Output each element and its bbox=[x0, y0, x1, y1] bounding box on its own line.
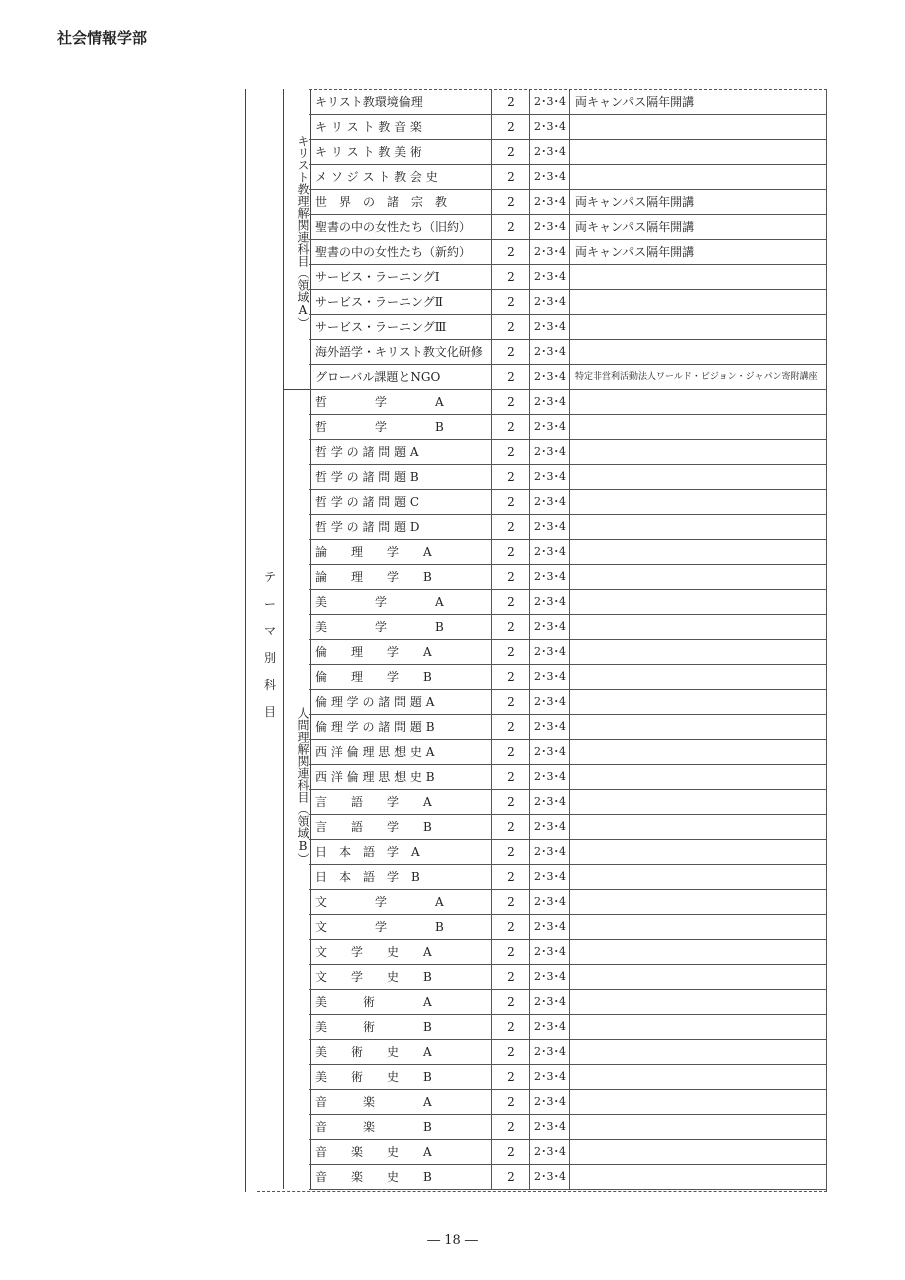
course-year: 2･3･4 bbox=[529, 140, 570, 164]
course-credits: 2 bbox=[491, 490, 530, 514]
course-credits: 2 bbox=[491, 915, 530, 939]
course-name: 音 楽 史 B bbox=[315, 1170, 432, 1184]
course-name: 哲 学 A bbox=[315, 395, 444, 409]
course-note bbox=[569, 865, 827, 889]
table-row bbox=[309, 1040, 827, 1065]
theme-label-char: 科 bbox=[263, 678, 276, 692]
course-year: 2･3･4 bbox=[529, 115, 570, 139]
course-name: 西 洋 倫 理 思 想 史 A bbox=[315, 745, 435, 759]
course-name: 論 理 学 A bbox=[315, 545, 432, 559]
table-row bbox=[309, 590, 827, 615]
course-credits: 2 bbox=[491, 340, 530, 364]
course-year: 2･3･4 bbox=[529, 765, 570, 789]
group-b-cell bbox=[283, 389, 311, 1189]
course-name: 哲 学 の 諸 問 題 A bbox=[315, 445, 419, 459]
course-credits: 2 bbox=[491, 640, 530, 664]
course-year: 2･3･4 bbox=[529, 865, 570, 889]
table-row bbox=[309, 365, 827, 390]
course-credits: 2 bbox=[491, 240, 530, 264]
course-credits: 2 bbox=[491, 740, 530, 764]
course-note bbox=[569, 1040, 827, 1064]
course-name: 美 学 B bbox=[315, 620, 444, 634]
course-year: 2･3･4 bbox=[529, 540, 570, 564]
course-credits: 2 bbox=[491, 315, 530, 339]
course-note bbox=[569, 890, 827, 914]
course-year: 2･3･4 bbox=[529, 515, 570, 539]
course-credits: 2 bbox=[491, 565, 530, 589]
course-note bbox=[569, 765, 827, 789]
table-row bbox=[309, 640, 827, 665]
course-credits: 2 bbox=[491, 390, 530, 414]
course-credits: 2 bbox=[491, 765, 530, 789]
course-year: 2･3･4 bbox=[529, 1040, 570, 1064]
course-credits: 2 bbox=[491, 1165, 530, 1189]
margin-rule bbox=[245, 89, 246, 1192]
course-note bbox=[569, 615, 827, 639]
table-row bbox=[309, 1065, 827, 1090]
course-name: 美 術 B bbox=[315, 1020, 432, 1034]
course-name: サービス・ラーニングⅡ bbox=[315, 295, 443, 309]
course-credits: 2 bbox=[491, 1140, 530, 1164]
course-note bbox=[569, 590, 827, 614]
course-name: 倫 理 学 A bbox=[315, 645, 432, 659]
course-note bbox=[569, 1065, 827, 1089]
course-year: 2･3･4 bbox=[529, 315, 570, 339]
course-name: 哲 学 の 諸 問 題 D bbox=[315, 520, 420, 534]
course-name: グローバル課題とNGO bbox=[315, 370, 441, 384]
course-note bbox=[569, 540, 827, 564]
table-row bbox=[309, 990, 827, 1015]
table-row bbox=[309, 790, 827, 815]
table-row bbox=[309, 315, 827, 340]
course-note bbox=[569, 440, 827, 464]
course-credits: 2 bbox=[491, 140, 530, 164]
theme-column bbox=[257, 89, 283, 1192]
table-row bbox=[309, 540, 827, 565]
course-name: サービス・ラーニングⅢ bbox=[315, 320, 447, 334]
course-note bbox=[569, 640, 827, 664]
course-name: キ リ ス ト 教 美 術 bbox=[315, 145, 422, 159]
table-row bbox=[309, 1090, 827, 1115]
course-credits: 2 bbox=[491, 1115, 530, 1139]
course-year: 2･3･4 bbox=[529, 1115, 570, 1139]
course-name: 音 楽 史 A bbox=[315, 1145, 432, 1159]
course-note: 特定非営利活動法人ワールド・ビジョン・ジャパン寄附講座 bbox=[569, 365, 827, 389]
course-year: 2･3･4 bbox=[529, 190, 570, 214]
course-credits: 2 bbox=[491, 940, 530, 964]
course-credits: 2 bbox=[491, 515, 530, 539]
course-note: 両キャンパス隔年開講 bbox=[569, 215, 827, 239]
group-b-label: 人間理解関連科目（領域B） bbox=[296, 707, 310, 865]
course-name: 美 術 史 A bbox=[315, 1045, 432, 1059]
table-row bbox=[309, 240, 827, 265]
group-a-label: キリスト教理解関連科目（領域A） bbox=[296, 135, 310, 329]
course-year: 2･3･4 bbox=[529, 440, 570, 464]
course-note bbox=[569, 1115, 827, 1139]
course-note bbox=[569, 940, 827, 964]
course-note: 両キャンパス隔年開講 bbox=[569, 240, 827, 264]
table-row bbox=[309, 815, 827, 840]
course-year: 2･3･4 bbox=[529, 240, 570, 264]
course-year: 2･3･4 bbox=[529, 415, 570, 439]
course-note bbox=[569, 740, 827, 764]
course-name: 文 学 A bbox=[315, 895, 444, 909]
table-row bbox=[309, 615, 827, 640]
course-name: 言 語 学 A bbox=[315, 795, 432, 809]
course-year: 2･3･4 bbox=[529, 790, 570, 814]
course-note bbox=[569, 290, 827, 314]
course-name: 倫 理 学 の 諸 問 題 B bbox=[315, 720, 435, 734]
course-name: 音 楽 B bbox=[315, 1120, 432, 1134]
course-year: 2･3･4 bbox=[529, 665, 570, 689]
course-credits: 2 bbox=[491, 840, 530, 864]
course-credits: 2 bbox=[491, 990, 530, 1014]
course-year: 2･3･4 bbox=[529, 590, 570, 614]
course-credits: 2 bbox=[491, 790, 530, 814]
course-note: 両キャンパス隔年開講 bbox=[569, 190, 827, 214]
course-credits: 2 bbox=[491, 715, 530, 739]
course-note bbox=[569, 465, 827, 489]
course-year: 2･3･4 bbox=[529, 840, 570, 864]
course-name: 哲 学 の 諸 問 題 B bbox=[315, 470, 419, 484]
table-row bbox=[309, 440, 827, 465]
course-name: メ ソ ジ ス ト 教 会 史 bbox=[315, 170, 438, 184]
course-year: 2･3･4 bbox=[529, 390, 570, 414]
table-row bbox=[309, 265, 827, 290]
course-credits: 2 bbox=[491, 615, 530, 639]
course-credits: 2 bbox=[491, 465, 530, 489]
table-row bbox=[309, 940, 827, 965]
course-credits: 2 bbox=[491, 890, 530, 914]
course-name: 聖書の中の女性たち（旧約） bbox=[315, 220, 472, 234]
table-row bbox=[309, 715, 827, 740]
course-note bbox=[569, 715, 827, 739]
table-row bbox=[309, 965, 827, 990]
course-note bbox=[569, 140, 827, 164]
course-table bbox=[257, 89, 827, 1192]
group-a-cell bbox=[283, 89, 311, 390]
course-note bbox=[569, 1015, 827, 1039]
course-credits: 2 bbox=[491, 190, 530, 214]
table-row bbox=[309, 140, 827, 165]
course-note bbox=[569, 1140, 827, 1164]
course-name: 美 術 A bbox=[315, 995, 432, 1009]
course-name: 美 術 史 B bbox=[315, 1070, 432, 1084]
table-row bbox=[309, 215, 827, 240]
course-name: 海外語学・キリスト教文化研修 bbox=[315, 345, 483, 359]
course-name: キリスト教環境倫理 bbox=[315, 95, 423, 109]
course-note bbox=[569, 315, 827, 339]
table-row bbox=[309, 290, 827, 315]
table-row bbox=[309, 890, 827, 915]
course-year: 2･3･4 bbox=[529, 965, 570, 989]
course-name: 日 本 語 学 A bbox=[315, 845, 420, 859]
course-name: 日 本 語 学 B bbox=[315, 870, 420, 884]
course-credits: 2 bbox=[491, 865, 530, 889]
course-credits: 2 bbox=[491, 540, 530, 564]
table-row bbox=[309, 840, 827, 865]
course-credits: 2 bbox=[491, 165, 530, 189]
course-credits: 2 bbox=[491, 1015, 530, 1039]
course-name: 聖書の中の女性たち（新約） bbox=[315, 245, 472, 259]
course-year: 2･3･4 bbox=[529, 90, 570, 114]
course-name: 文 学 史 A bbox=[315, 945, 432, 959]
course-year: 2･3･4 bbox=[529, 915, 570, 939]
course-year: 2･3･4 bbox=[529, 215, 570, 239]
course-year: 2･3･4 bbox=[529, 565, 570, 589]
theme-label bbox=[257, 564, 283, 726]
bottom-rule bbox=[257, 1191, 827, 1192]
course-year: 2･3･4 bbox=[529, 740, 570, 764]
course-name: 文 学 史 B bbox=[315, 970, 432, 984]
course-credits: 2 bbox=[491, 290, 530, 314]
table-row bbox=[309, 415, 827, 440]
course-note bbox=[569, 115, 827, 139]
course-name: 論 理 学 B bbox=[315, 570, 432, 584]
theme-label-char: テ bbox=[263, 570, 276, 584]
table-row bbox=[309, 765, 827, 790]
table-row bbox=[309, 465, 827, 490]
course-year: 2･3･4 bbox=[529, 890, 570, 914]
table-row bbox=[309, 90, 827, 115]
course-note bbox=[569, 665, 827, 689]
table-row bbox=[309, 1140, 827, 1165]
right-rule bbox=[826, 89, 827, 1192]
table-row bbox=[309, 740, 827, 765]
department-title: 社会情報学部 bbox=[57, 29, 148, 47]
course-year: 2･3･4 bbox=[529, 615, 570, 639]
course-year: 2･3･4 bbox=[529, 290, 570, 314]
course-year: 2･3･4 bbox=[529, 940, 570, 964]
table-row bbox=[309, 515, 827, 540]
course-note: 両キャンパス隔年開講 bbox=[569, 90, 827, 114]
theme-label-char: マ bbox=[263, 624, 276, 638]
table-row bbox=[309, 115, 827, 140]
course-note bbox=[569, 815, 827, 839]
course-year: 2･3･4 bbox=[529, 165, 570, 189]
course-year: 2･3･4 bbox=[529, 1165, 570, 1189]
table-row bbox=[309, 340, 827, 365]
table-row bbox=[309, 865, 827, 890]
course-note bbox=[569, 415, 827, 439]
course-note bbox=[569, 165, 827, 189]
course-rows bbox=[309, 89, 827, 1190]
course-year: 2･3･4 bbox=[529, 990, 570, 1014]
course-credits: 2 bbox=[491, 440, 530, 464]
table-row bbox=[309, 915, 827, 940]
table-row bbox=[309, 165, 827, 190]
course-year: 2･3･4 bbox=[529, 340, 570, 364]
course-year: 2･3･4 bbox=[529, 490, 570, 514]
course-note bbox=[569, 790, 827, 814]
course-credits: 2 bbox=[491, 665, 530, 689]
table-row bbox=[309, 1165, 827, 1190]
course-note bbox=[569, 1165, 827, 1189]
course-credits: 2 bbox=[491, 590, 530, 614]
course-note bbox=[569, 965, 827, 989]
course-note bbox=[569, 565, 827, 589]
course-note bbox=[569, 490, 827, 514]
course-credits: 2 bbox=[491, 265, 530, 289]
course-name: キ リ ス ト 教 音 楽 bbox=[315, 120, 422, 134]
course-name: 西 洋 倫 理 思 想 史 B bbox=[315, 770, 435, 784]
course-credits: 2 bbox=[491, 1065, 530, 1089]
course-name: 美 学 A bbox=[315, 595, 444, 609]
course-name: 音 楽 A bbox=[315, 1095, 432, 1109]
course-year: 2･3･4 bbox=[529, 265, 570, 289]
course-credits: 2 bbox=[491, 215, 530, 239]
course-credits: 2 bbox=[491, 365, 530, 389]
course-year: 2･3･4 bbox=[529, 365, 570, 389]
course-credits: 2 bbox=[491, 90, 530, 114]
course-year: 2･3･4 bbox=[529, 1065, 570, 1089]
course-credits: 2 bbox=[491, 1040, 530, 1064]
course-name: 倫 理 学 の 諸 問 題 A bbox=[315, 695, 435, 709]
table-row bbox=[309, 1115, 827, 1140]
course-note bbox=[569, 390, 827, 414]
course-name: 世 界 の 諸 宗 教 bbox=[315, 195, 448, 209]
table-row bbox=[309, 565, 827, 590]
course-credits: 2 bbox=[491, 1090, 530, 1114]
course-credits: 2 bbox=[491, 965, 530, 989]
course-note bbox=[569, 840, 827, 864]
course-name: 倫 理 学 B bbox=[315, 670, 432, 684]
course-name: サービス・ラーニングⅠ bbox=[315, 270, 440, 284]
course-year: 2･3･4 bbox=[529, 1140, 570, 1164]
table-row bbox=[309, 390, 827, 415]
course-name: 文 学 B bbox=[315, 920, 444, 934]
theme-label-char: ー bbox=[263, 597, 276, 611]
course-name: 哲 学 の 諸 問 題 C bbox=[315, 495, 420, 509]
course-note bbox=[569, 1090, 827, 1114]
course-credits: 2 bbox=[491, 115, 530, 139]
table-row bbox=[309, 190, 827, 215]
course-name: 言 語 学 B bbox=[315, 820, 432, 834]
course-year: 2･3･4 bbox=[529, 1015, 570, 1039]
course-note bbox=[569, 340, 827, 364]
page-number: ― 18 ― bbox=[427, 1233, 478, 1248]
course-credits: 2 bbox=[491, 415, 530, 439]
course-credits: 2 bbox=[491, 815, 530, 839]
table-row bbox=[309, 690, 827, 715]
course-note bbox=[569, 265, 827, 289]
course-credits: 2 bbox=[491, 690, 530, 714]
course-name: 哲 学 B bbox=[315, 420, 444, 434]
course-note bbox=[569, 990, 827, 1014]
course-note bbox=[569, 515, 827, 539]
course-year: 2･3･4 bbox=[529, 815, 570, 839]
course-year: 2･3･4 bbox=[529, 465, 570, 489]
course-year: 2･3･4 bbox=[529, 1090, 570, 1114]
course-note bbox=[569, 690, 827, 714]
course-note bbox=[569, 915, 827, 939]
course-year: 2･3･4 bbox=[529, 640, 570, 664]
theme-label-char: 別 bbox=[263, 651, 276, 665]
table-row bbox=[309, 665, 827, 690]
theme-label-char: 目 bbox=[263, 705, 276, 719]
course-year: 2･3･4 bbox=[529, 715, 570, 739]
table-row bbox=[309, 490, 827, 515]
course-year: 2･3･4 bbox=[529, 690, 570, 714]
table-row bbox=[309, 1015, 827, 1040]
